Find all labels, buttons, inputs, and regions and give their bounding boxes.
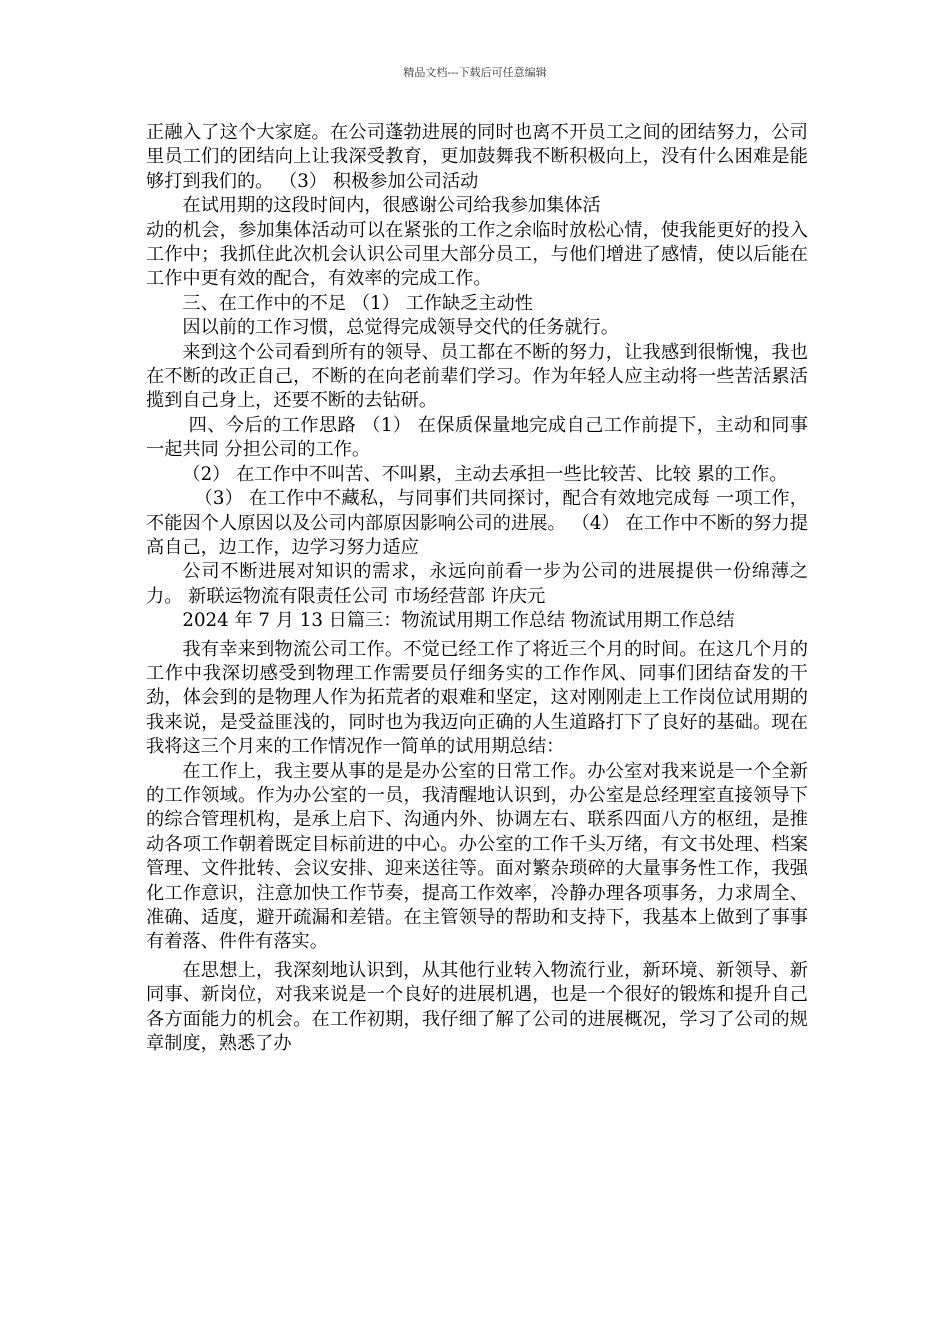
document-body bbox=[146, 121, 808, 1056]
paragraph: 在试用期的这段时间内，很感谢公司给我参加集体活 bbox=[182, 195, 601, 217]
paragraph: （2） 在工作中不叫苦、不叫累，主动去承担一些比较苦、比较 累的工作。 bbox=[182, 463, 788, 485]
paragraph: （3） 在工作中不藏私，与同事们共同探讨，配合有效地完成每 一项工作，不能因个人原因以及公司内部原因影响公司的进展。 （4） 在工作中不断的努力提高自己，边工作，边学习努力适应 bbox=[146, 488, 808, 558]
paragraph: 我有幸来到物流公司工作。不觉已经工作了将近三个月的时间。在这几个月的工作中我深切感受到物理工作需要员仔细务实的工作作风、同事们团结奋发的干劲，体会到的是物理人作为拓荒者的艰难和坚定，这对刚刚走上工作岗位试用期的我来说，是受益匪浅的，同时也为我迈向正确的人生道路打下了良好的基础。现在我将这三个月来的工作情况作一简单的试用期总结： bbox=[146, 638, 808, 758]
paragraph: 在工作上，我主要从事的是是办公室的日常工作。办公室对我来说是一个全新的工作领域。作为办公室的一员，我清醒地认识到，办公室是总经理室直接领导下的综合管理机构，是承上启下、沟通内外、协调左右、联系四面八方的枢纽，是推动各项工作朝着既定目标前进的中心。办公室的工作千头万绪，有文书处理、档案管理、文件批转、会议安排、迎来送往等。面对繁杂琐碎的大量事务性工作，我强化工作意识，注意加快工作节奏，提高工作效率，冷静办理各项事务，力求周全、准确、适度，避开疏漏和差错。在主管领导的帮助和支持下，我基本上做到了事事有着落、件件有落实。 bbox=[146, 760, 808, 953]
paragraph: 正融入了这个大家庭。在公司蓬勃进展的同时也离不开员工之间的团结努力，公司里员工们的团结向上让我深受教育，更加鼓舞我不断积极向上，没有什么困难是能够打到我们的。 （3） 积极参加公司活动 bbox=[146, 122, 808, 192]
paragraph: 因以前的工作习惯，总觉得完成领导交代的任务就行。 bbox=[182, 317, 619, 339]
paragraph: 动的机会，参加集体活动可以在紧张的工作之余临时放松心情，使我能更好的投入工作中；我抓住此次机会认识公司里大部分员工，与他们增进了感情，使以后能在工作中更有效的配合，有效率的完成工作。 bbox=[146, 219, 808, 290]
paragraph: 公司不断进展对知识的需求，永远向前看一步为公司的进展提供一份绵薄之力。 新联运物流有限责任公司 市场经营部 许庆元 bbox=[146, 561, 808, 607]
paragraph: 四、今后的工作思路 （1） 在保质保量地完成自己工作前提下，主动和同事一起共同 分担公司的工作。 bbox=[146, 414, 808, 461]
paragraph: 2024 年 7 月 13 日篇三：物流试用期工作总结 物流试用期工作总结 bbox=[182, 610, 735, 632]
paragraph: 在思想上，我深刻地认识到，从其他行业转入物流行业，新环境、新领导、新同事、新岗位，对我来说是一个良好的进展机遇，也是一个很好的锻炼和提升自己各方面能力的机会。在工作初期，我仔细了解了公司的进展概况，学习了公司的规章制度，熟悉了办 bbox=[146, 959, 808, 1055]
paragraph: 来到这个公司看到所有的领导、员工都在不断的努力，让我感到很惭愧，我也在不断的改正自己，不断的在向老前辈们学习。作为年轻人应主动将一些苦活累活揽到自己身上，还要不断的去钻研。 bbox=[146, 341, 808, 412]
page-header: 精品文档---下载后可任意编辑 bbox=[403, 66, 547, 79]
paragraph: 三、在工作中的不足 （1） 工作缺乏主动性 bbox=[182, 292, 533, 314]
